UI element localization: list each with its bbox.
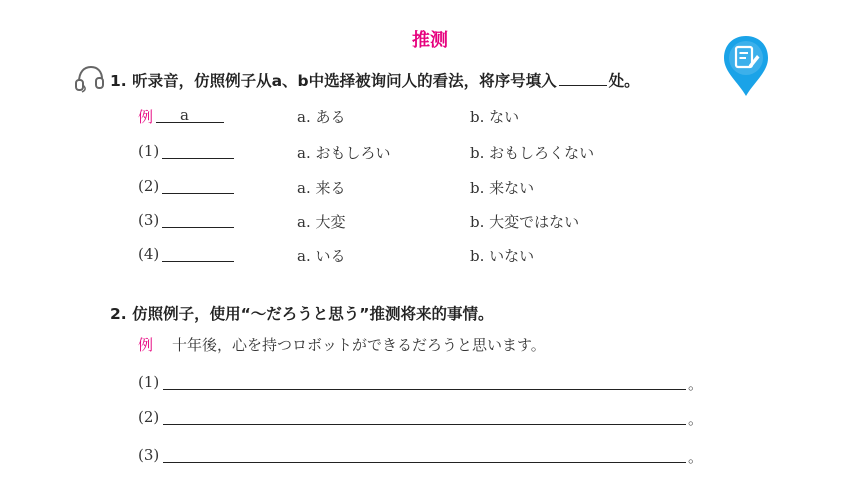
answer-blank[interactable] [162,158,234,159]
q2-answer-row [0,446,860,468]
q1-inline-blank [559,71,607,86]
option-a: a. 来る [297,179,346,197]
q1-item-row [0,142,860,164]
q1-prompt [110,69,640,91]
end-mark: 。 [688,410,704,428]
end-mark: 。 [688,448,704,466]
answer-blank[interactable] [162,193,234,194]
q2-answer-row [0,408,860,430]
answer-blank[interactable] [162,227,234,228]
q1-item-row [0,245,860,267]
option-b: b. 大変ではない [470,213,580,231]
example-label: 例 [138,108,154,126]
option-a: a. おもしろい [297,144,391,162]
example-option-b: b. ない [470,108,520,126]
notepad-pen-icon [722,34,770,98]
option-a: a. いる [297,247,346,265]
q1-example-row [0,106,860,128]
answer-line[interactable] [163,462,686,463]
q1-text-before: 听录音，仿照例子从a、b中选择被询问人的看法，将序号填入 [132,72,557,90]
q1-item-row [0,211,860,233]
item-number: (3) [138,211,160,229]
answer-blank[interactable] [162,261,234,262]
answer-line[interactable] [163,424,686,425]
q2-example-row [0,334,860,356]
item-number: (4) [138,245,160,263]
section-title: 推测 [412,30,448,51]
q1-text-after: 处。 [608,72,640,90]
option-b: b. おもしろくない [470,144,595,162]
example-sentence: 十年後，心を持つロボットができるだろうと思います。 [172,336,546,354]
q1-number: 1. [110,72,127,90]
item-number: (2) [138,408,160,426]
option-b: b. いない [470,247,535,265]
answer-line[interactable] [163,389,686,390]
example-answer: a [180,106,189,124]
item-number: (3) [138,446,160,464]
example-answer-line [156,122,224,123]
q2-prompt: 2. 仿照例子，使用“～だろうと思う”推测将来的事情。 [110,305,494,323]
item-number: (1) [138,373,160,391]
example-option-a: a. ある [297,108,346,126]
option-a: a. 大変 [297,213,346,231]
end-mark: 。 [688,375,704,393]
q1-item-row [0,177,860,199]
headphones-icon [74,62,106,94]
option-b: b. 来ない [470,179,535,197]
item-number: (2) [138,177,160,195]
example-label: 例 [138,336,154,354]
q2-answer-row [0,373,860,395]
item-number: (1) [138,142,160,160]
